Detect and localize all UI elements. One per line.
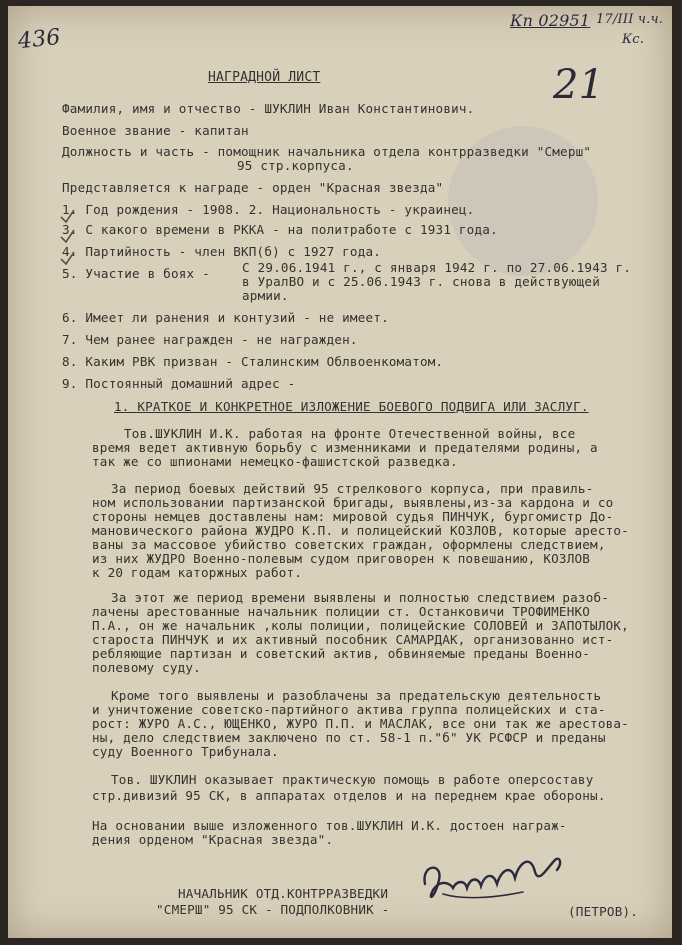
signatory-title-1: НАЧАЛЬНИК ОТД.КОНТРРАЗВЕДКИ	[178, 886, 389, 901]
paragraph-line: Тов. ШУКЛИН оказывает практическую помощь в работе оперсоставу	[111, 772, 594, 787]
paragraph-line: Тов.ШУКЛИН И.К. работая на фронте Отечественной войны, все	[124, 426, 576, 441]
item-1: 1. Год рождения - 1908. 2. Национальность - украинец.	[62, 202, 475, 217]
paragraph-line: ны, дело следствием заключено по ст. 58-1 п."б" УК РСФСР и преданы	[92, 730, 606, 745]
handwritten-signature	[413, 844, 573, 912]
paragraph-line: За период боевых действий 95 стрелкового корпуса, при правиль-	[111, 481, 594, 496]
paragraph-line: к 20 годам каторжных работ.	[92, 565, 303, 580]
paragraph-line: ваны за массовое убийство советских граждан, оформлены следствием,	[92, 537, 606, 552]
paragraph-line: П.А., он же начальник ,колы полиции, полицейские СОЛОВЕЙ и ЗАПОТЫЛОК,	[92, 618, 629, 633]
paragraph-line: дения орденом "Красная звезда".	[92, 832, 334, 847]
award-sheet	[8, 6, 672, 938]
paragraph-line: рост: ЖУРО А.С., ЮЩЕНКО, ЖУРО П.П. и МАСЛАК, все они так же арестова-	[92, 716, 629, 731]
paragraph-line: стороны немцев доставлены нам: мировой судья ПИНЧУК, бургомистр До-	[92, 509, 614, 524]
item-5-line2: в УралВО и с 25.06.1943 г. снова в действующей	[242, 274, 600, 289]
paragraph-line: из них ЖУДРО Военно-полевым судом приговорен к повешанию, КОЗЛОВ	[92, 551, 591, 566]
pencil-check-mark	[60, 251, 75, 266]
field-name: Фамилия, имя и отчество - ШУКЛИН Иван Константинович.	[62, 101, 475, 116]
section-heading: 1. КРАТКОЕ И КОНКРЕТНОЕ ИЗЛОЖЕНИЕ БОЕВОГО ПОДВИГА ИЛИ ЗАСЛУГ.	[114, 399, 589, 414]
paragraph-line: За этот же период времени выявлены и полностью следствием разоб-	[111, 590, 610, 605]
field-rank: Военное звание - капитан	[62, 123, 249, 138]
paragraph-line: время ведет активную борьбу с изменниками и предателями родины, а	[92, 440, 598, 455]
paragraph-line: лачены арестованные начальник полиции ст. Останковичи ТРОФИМЕНКО	[92, 604, 591, 619]
record-number: 21	[553, 62, 605, 108]
item-7: 7. Чем ранее награжден - не награжден.	[62, 332, 358, 347]
paragraph-line: и уничтожение советско-партийного актива группа полицейских и ста-	[92, 702, 606, 717]
item-3: 3. С какого времени в РККА - на политработе с 1931 года.	[62, 222, 498, 237]
page-title: НАГРАДНОЙ ЛИСТ	[208, 70, 321, 85]
pencil-check-mark	[60, 209, 75, 224]
field-position-2: 95 стр.корпуса.	[237, 158, 354, 173]
item-5-label: 5. Участие в боях -	[62, 266, 210, 281]
signatory-name: (ПЕТРОВ).	[568, 904, 639, 919]
item-9: 9. Постоянный домашний адрес -	[62, 376, 296, 391]
item-4: 4. Партийность - член ВКП(б) с 1927 года.	[62, 244, 382, 259]
sheet-number: 436	[16, 24, 62, 55]
paragraph-line: полевому суду.	[92, 660, 201, 675]
paragraph-line: так же со шпионами немецко-фашистской разведка.	[92, 454, 458, 469]
paragraph-line: Кроме того выявлены и разоблачены за предательскую деятельность	[111, 688, 602, 703]
paragraph-line: стр.дивизий 95 СК, в аппаратах отделов и на переднем крае обороны.	[92, 788, 606, 803]
item-5-line1: С 29.06.1941 г., с января 1942 г. по 27.06.1943 г.	[242, 260, 632, 275]
paragraph-line: ном использовании партизанской бригады, выявлены,из-за кардона и со	[92, 495, 614, 510]
field-position-1: Должность и часть - помощник начальника отдела контрразведки "Смерш"	[62, 144, 592, 159]
item-8: 8. Каким РВК призван - Сталинским Облвоенкоматом.	[62, 354, 444, 369]
archive-note-line1: 17/III ч.ч.	[596, 12, 664, 27]
paragraph-line: ребляющие партизан и советский актив, обвиняемые преданы Военно-	[92, 646, 591, 661]
archive-note-line2: Кс.	[622, 32, 645, 47]
field-award: Представляется к награде - орден "Красная звезда"	[62, 180, 444, 195]
paragraph-line: мановического района ЖУДРО К.П. и полицейский КОЗЛОВ, которые аресто-	[92, 523, 629, 538]
paragraph-line: На основании выше изложенного тов.ШУКЛИН И.К. достоен награж-	[92, 818, 567, 833]
pencil-check-mark	[60, 229, 75, 244]
item-5-line3: армии.	[242, 288, 289, 303]
item-6: 6. Имеет ли ранения и контузий - не имеет.	[62, 310, 389, 325]
archive-code: Кп 02951	[510, 11, 591, 30]
signatory-title-2: "СМЕРШ" 95 СК - ПОДПОЛКОВНИК -	[156, 902, 390, 917]
paragraph-line: суду Военного Трибунала.	[92, 744, 279, 759]
paragraph-line: староста ПИНЧУК и их активный пособник САМАРДАК, организованно ист-	[92, 632, 614, 647]
